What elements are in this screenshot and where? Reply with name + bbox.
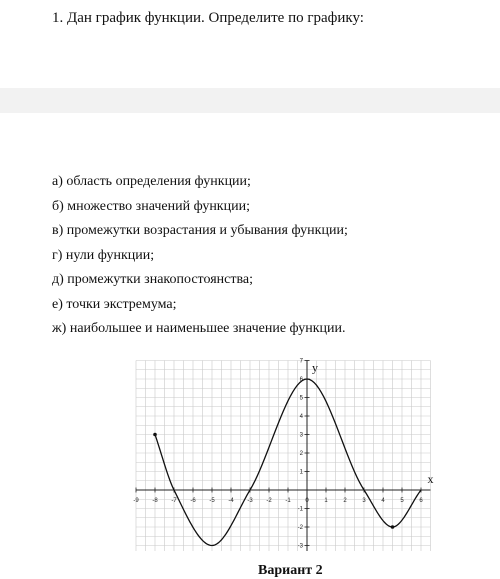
question-list (52, 173, 348, 345)
question-item: б) множество значений функции; (52, 198, 250, 214)
x-axis-label: x (427, 472, 434, 486)
x-tick-label: -6 (190, 498, 196, 504)
x-tick-label: 1 (324, 498, 328, 504)
question-item: а) область определения функции; (52, 174, 251, 189)
axes (136, 358, 431, 552)
y-tick-label: 7 (299, 358, 303, 365)
y-tick-label: 4 (299, 414, 303, 420)
question-item: г) нули функции; (52, 247, 155, 263)
x-tick-label: 0 (305, 498, 309, 504)
x-tick-label: 4 (381, 498, 385, 504)
question-item: в) промежутки возрастания и убывания функции; (52, 223, 348, 238)
question-item: е) точки экстремума; (52, 296, 177, 312)
variant-label: Вариант 2 (258, 563, 323, 578)
y-tick-label: -2 (297, 525, 303, 531)
question-item: ж) наибольшее и наименьшее значение функции. (52, 321, 346, 336)
y-tick-label: 3 (299, 432, 303, 439)
y-tick-label: 6 (299, 377, 303, 383)
y-tick-label: 5 (299, 395, 303, 402)
grid (136, 358, 431, 552)
y-tick-label: 2 (299, 451, 303, 457)
y-tick-label: -1 (297, 506, 303, 513)
page-divider (0, 88, 500, 113)
x-tick-label: -4 (228, 498, 234, 504)
x-tick-label: -1 (285, 498, 291, 504)
x-tick-label: -2 (266, 498, 272, 504)
x-tick-label: 5 (400, 498, 404, 504)
y-axis-label: y (312, 360, 318, 375)
x-tick-label: -3 (247, 498, 253, 504)
y-tick-label: 1 (299, 469, 303, 476)
x-tick-label: 3 (362, 498, 366, 504)
curve-point (153, 433, 157, 437)
x-tick-label: -7 (171, 498, 177, 504)
curve-point (391, 525, 395, 529)
function-graph (133, 352, 440, 571)
task-heading: 1. Дан график функции. Определите по графику: (52, 10, 364, 26)
x-tick-label: -9 (133, 498, 139, 504)
x-tick-label: -5 (209, 498, 215, 504)
x-tick-label: 6 (419, 498, 423, 504)
x-tick-label: -8 (152, 498, 158, 504)
y-tick-label: -3 (297, 543, 303, 550)
x-tick-label: 2 (343, 498, 347, 504)
question-item: д) промежутки знакопостоянства; (52, 272, 254, 287)
